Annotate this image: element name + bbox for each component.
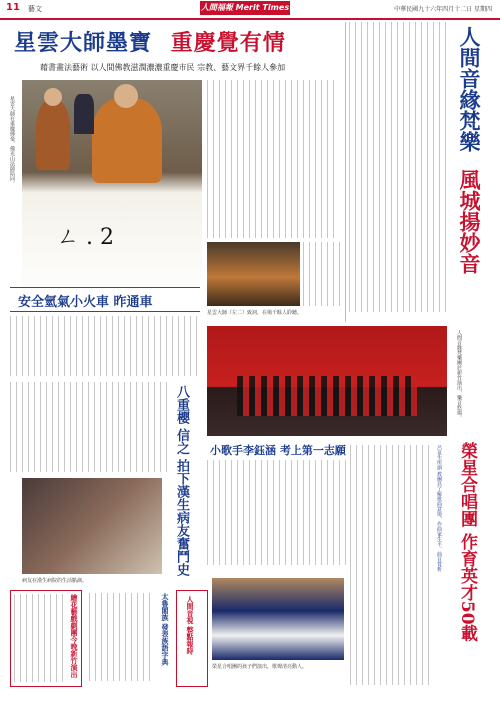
award-story-title: 榮星合唱團 作育英才50載 (457, 442, 477, 642)
right-story-title-b: 風城揚妙音 (457, 169, 482, 275)
choir-caption: 榮星合唱團的孩子們演出，歌聲清亮動人。 (212, 664, 308, 670)
singer-headline: 小歌手李鈺涵 考上第一志願 (210, 444, 346, 457)
box-taroko-title: 太魯閣族 發表族語字典 (161, 593, 170, 666)
box-taroko (86, 590, 172, 685)
page-number: 11 (6, 2, 20, 13)
box-flower-drama-title: 繪花藝戲劇團今晚新竹演出 (70, 594, 79, 678)
concert-photo (207, 326, 447, 436)
lead-photo: ㄥ . 2 (22, 80, 202, 285)
box-broadcast-title: 人間音視 整點報時 (186, 596, 195, 655)
section-name: 藝文 (28, 5, 42, 13)
lead-headline-a: 星雲大師墨寶 (14, 30, 153, 56)
right-story-title (454, 26, 484, 326)
date-line: 中華民國九十六年四月十二日 星期四 (394, 6, 492, 13)
lead-headline-b: 重慶覺有情 (170, 30, 286, 56)
award-kicker: 呂泉生所創 教團員了解歌曲意境、作曲家生平、曲目賞析 (436, 445, 442, 572)
page-header (0, 0, 500, 20)
concert-caption: 人間音緣梵樂團於新竹演出，樂音悠揚。 (456, 330, 462, 420)
patient-photo (22, 478, 162, 574)
train-headline: 安全氫氣小火車 昨通車 (18, 295, 153, 310)
lead-subhead: 藉書畫法藝術 以人間佛教滋潤濃濃重慶市民 宗教、藝文界千餘人參加 (40, 63, 286, 72)
right-story-title-a: 人間音緣梵樂 (457, 26, 482, 152)
lead-photo-2 (207, 242, 300, 306)
patient-photo-caption: 病友在漢生病院的生活點滴。 (22, 578, 88, 584)
lead-photo-caption: 星雲大師在重慶揮毫，佛光山法師陪同。 (9, 96, 15, 186)
masthead-logo: 人間福報 Merit Times (200, 1, 290, 15)
lead-headline (14, 26, 286, 57)
choir-photo (212, 578, 344, 660)
lead-photo-2-caption: 星雲大師（左二）致詞，在場千餘人聆聽。 (207, 310, 303, 316)
box-broadcast (176, 590, 208, 687)
box-flower-drama (10, 590, 82, 687)
patient-story-title: 八重櫻 信之 拍下漢生病友奮鬥史 (174, 385, 189, 577)
